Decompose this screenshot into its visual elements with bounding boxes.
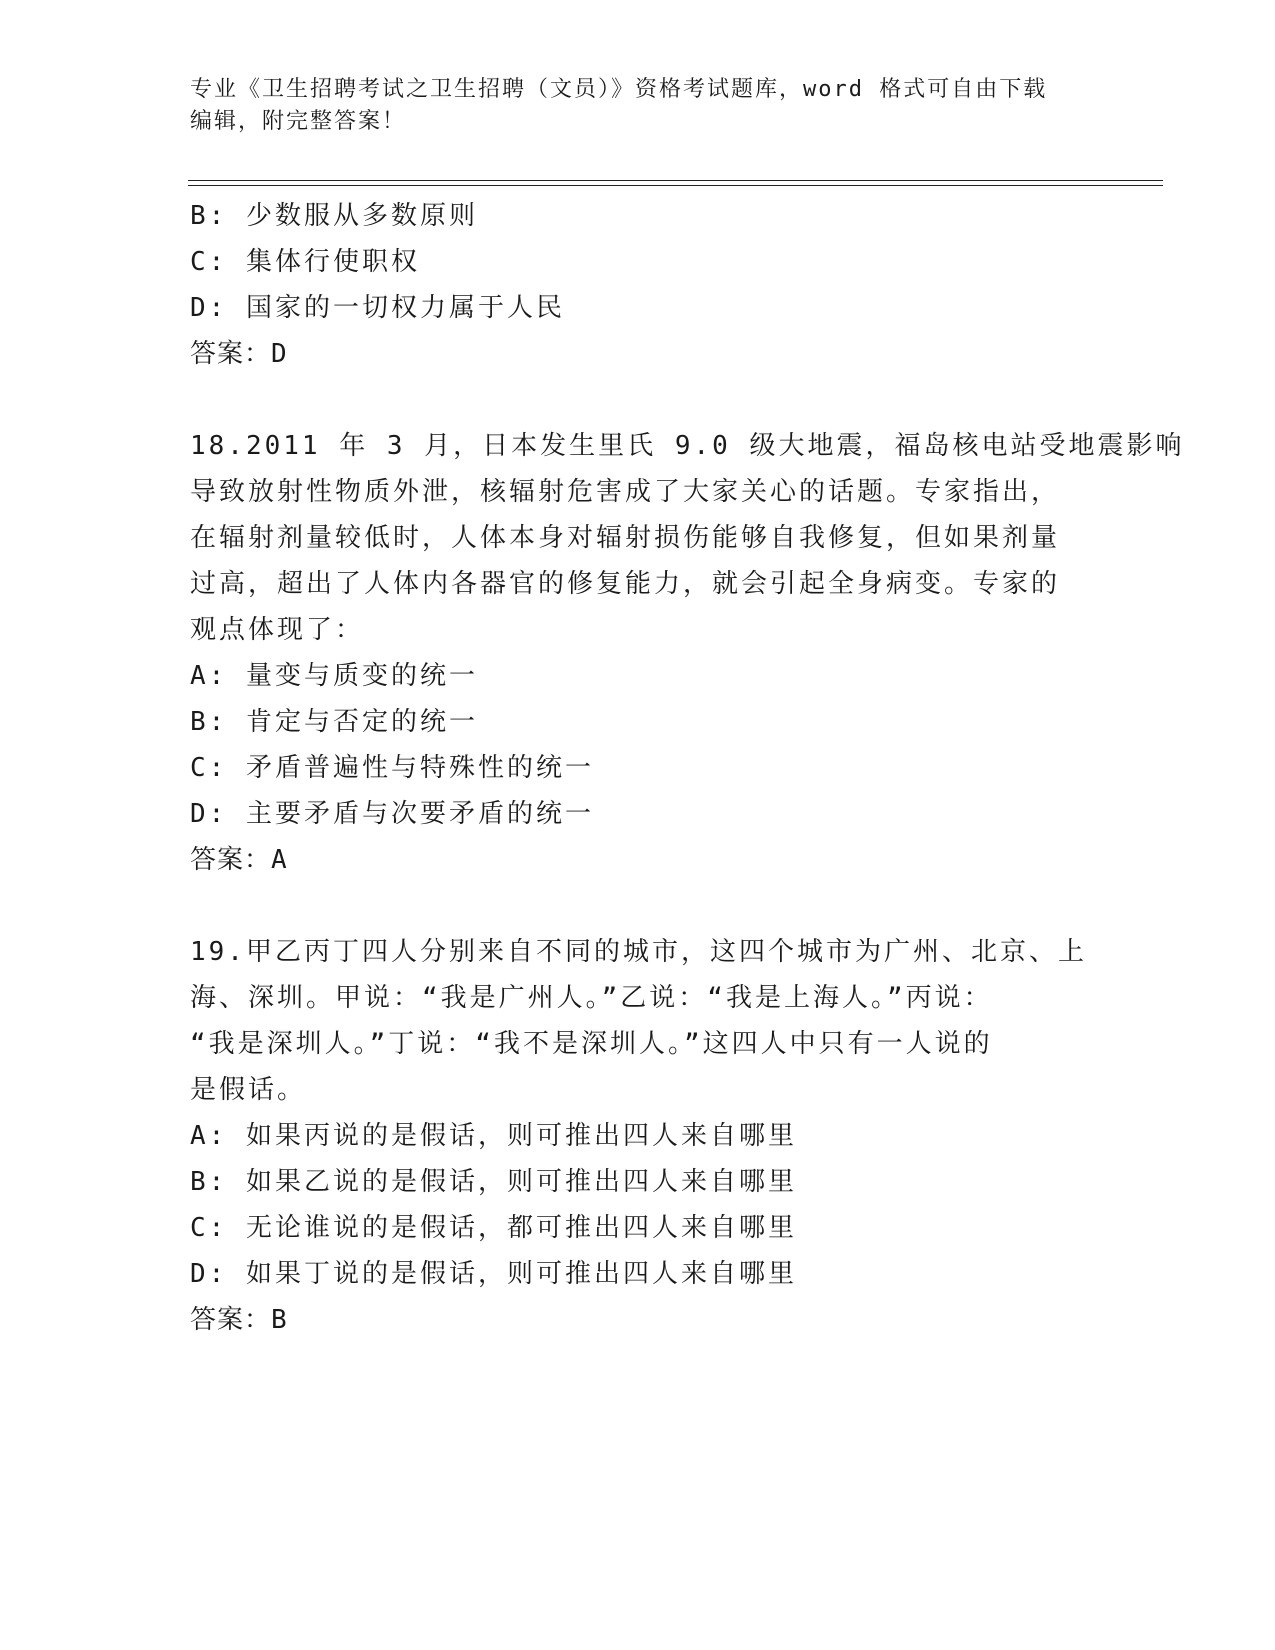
option-d: D: 主要矛盾与次要矛盾的统一 (190, 799, 594, 829)
question-text-line: 19.甲乙丙丁四人分别来自不同的城市，这四个城市为广州、北京、上 (190, 937, 1087, 967)
option-d: D: 如果丁说的是假话，则可推出四人来自哪里 (190, 1259, 797, 1289)
header-line-1: 专业《卫生招聘考试之卫生招聘（文员）》资格考试题库，word 格式可自由下载 (190, 77, 1048, 102)
answer: 答案：D (190, 339, 288, 369)
option-a: A: 如果丙说的是假话，则可推出四人来自哪里 (190, 1121, 797, 1151)
answer: 答案：B (190, 1305, 288, 1335)
question-19 (190, 929, 1090, 1343)
header-divider-bottom (188, 185, 1163, 186)
document-header (190, 74, 1090, 138)
option-d: D: 国家的一切权力属于人民 (190, 293, 565, 323)
question-18 (190, 423, 1185, 883)
question-text-line: 观点体现了： (190, 615, 365, 645)
spacer (190, 883, 1090, 929)
question-17 (190, 193, 1090, 377)
option-c: C: 集体行使职权 (190, 247, 420, 277)
option-a: A: 量变与质变的统一 (190, 661, 478, 691)
spacer (190, 377, 1090, 423)
question-text-line: 在辐射剂量较低时，人体本身对辐射损伤能够自我修复，但如果剂量 (190, 523, 1061, 553)
question-text-line: 导致放射性物质外泄，核辐射危害成了大家关心的话题。专家指出， (190, 477, 1061, 507)
option-b: B: 少数服从多数原则 (190, 201, 478, 231)
option-c: C: 矛盾普遍性与特殊性的统一 (190, 753, 594, 783)
question-text-line: 18.2011 年 3 月，日本发生里氏 9.0 级大地震，福岛核电站受地震影响 (190, 431, 1185, 461)
answer: 答案：A (190, 845, 288, 875)
question-content (190, 193, 1185, 1343)
header-line-2: 编辑，附完整答案！ (190, 109, 407, 134)
option-b: B: 如果乙说的是假话，则可推出四人来自哪里 (190, 1167, 797, 1197)
question-text-line: 过高，超出了人体内各器官的修复能力，就会引起全身病变。专家的 (190, 569, 1061, 599)
option-c: C: 无论谁说的是假话，都可推出四人来自哪里 (190, 1213, 797, 1243)
option-b: B: 肯定与否定的统一 (190, 707, 478, 737)
question-text-line: “我是深圳人。”丁说：“我不是深圳人。”这四人中只有一人说的 (190, 1029, 993, 1059)
header-divider-top (188, 180, 1163, 181)
question-text-line: 海、深圳。甲说：“我是广州人。”乙说：“我是上海人。”丙说： (190, 983, 993, 1013)
question-text-line: 是假话。 (190, 1075, 307, 1105)
